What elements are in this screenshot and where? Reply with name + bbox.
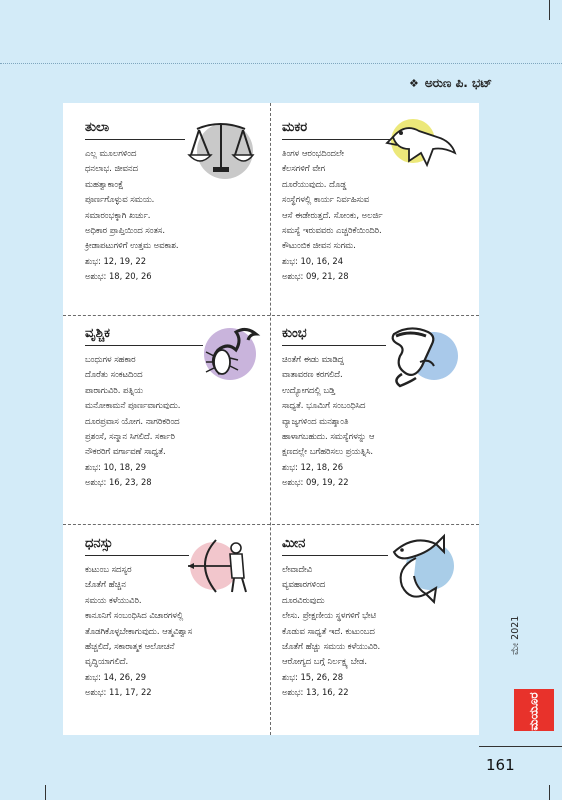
sign-makara (282, 120, 392, 146)
title-rule (282, 139, 390, 140)
sign-title: ಮೀನ (282, 536, 306, 551)
row-divider (63, 315, 479, 316)
sign-body: ಕುಟುಂಬ ಸದಸ್ಯರ ಜೊತೆಗೆ ಹೆಚ್ಚಿನ ಸಮಯ ಕಳೆಯುವಿರಿ. ಕಾನೂನಿಗೆ ಸಂಬಂಧಿಸಿದ ವಿಚಾರಗಳಲ್ಲಿ ತೊಡಗಿಕೊಳ್ಳಬೇಕಾಗುವುದು. ಆತ್ಮವಿಶ್ವಾಸ ಹೆಚ್ಚಲಿದೆ, ಸಕಾರಾತ್ಮಕ ಆಲೋಚನೆ ವೃದ್ಧಿಯಾಗಲಿದೆ. ಶುಭ: 14, 26, 29 ಅಶುಭ: 11, 17, 22 (85, 564, 193, 698)
sign-meena (282, 536, 390, 562)
magazine-logo-text: ಮಯೂರ (526, 692, 541, 731)
sign-title: ಮಕರ (282, 120, 308, 135)
crop-mark (45, 785, 46, 800)
title-rule (85, 139, 185, 140)
sign-kumbha (282, 326, 388, 352)
sign-text (85, 562, 270, 701)
sign-title: ಕುಂಭ (282, 326, 307, 341)
sign-title: ಧನಸ್ಸು (85, 536, 113, 551)
title-rule (85, 345, 203, 346)
sign-text (282, 562, 476, 701)
sign-body: ಬಂಧುಗಳ ಸಹಕಾರ ದೊರೆತು ಸಂಕಟದಿಂದ ಪಾರಾಗುವಿರಿ. ಪತ್ನಿಯ ಮನೋಕಾಮನೆ ಪೂರ್ಣವಾಗುವುದು. ದೂರಪ್ರವಾಸ ಯೋಗ. ನಾಗರಿಕರಿಂದ ಪ್ರಶಂಸೆ, ಸನ್ಮಾನ ಸಿಗಲಿದೆ. ಸರ್ಕಾರಿ ನೌಕರರಿಗೆ ವರ್ಗಾವಣೆ ಸಾಧ್ಯತೆ. ಶುಭ: 10, 18, 29 ಅಶುಭ: 16, 23, 28 (85, 354, 181, 488)
sign-body: ಚಿಂತೆಗೆ ಈಡು ಮಾಡಿದ್ದ ವಾತಾವರಣ ಕರಗಲಿದೆ. ಉದ್ಯೋಗದಲ್ಲಿ ಬಡ್ತಿ ಸಾಧ್ಯತೆ. ಭೂಮಿಗೆ ಸಂಬಂಧಿಸಿದ ವ್ಯಾಜ್ಯಗಳಿಂದ ಮನಶ್ಶಾಂತಿ ಹಾಳಾಗಬಹುದು. ಸಮಸ್ಯೆಗಳನ್ನು ಆ ಕ್ಷಣದಲ್ಲೇ ಬಗೆಹರಿಸಲು ಪ್ರಯತ್ನಿಸಿ. ಶುಭ: 12, 18, 26 ಅಶುಭ: 09, 19, 22 (282, 354, 375, 488)
page-rule (479, 746, 562, 747)
sign-tula (85, 120, 185, 146)
author-byline: ❖ ಅರುಣ ಪಿ. ಭಟ್ (408, 76, 492, 90)
title-rule (282, 345, 386, 346)
issue-date: ಮೇ 2021 (510, 615, 521, 655)
page-number: 161 (486, 756, 515, 774)
sign-body: ಲೇವಾದೇವಿ ವ್ಯವಹಾರಗಳಿಂದ ದೂರವಿರುವುದು ಲೇಸು. ಪ್ರೇಕ್ಷಣೀಯ ಸ್ಥಳಗಳಿಗೆ ಭೇಟಿ ಕೊಡುವ ಸಾಧ್ಯತೆ ಇದೆ. ಕುಟುಂಬದ ಜೊತೆಗೆ ಹೆಚ್ಚು ಸಮಯ ಕಳೆಯುವಿರಿ. ಆರೋಗ್ಯದ ಬಗ್ಗೆ ನಿರ್ಲಕ್ಷ್ಯ ಬೇಡ. ಶುಭ: 15, 26, 28 ಅಶುಭ: 13, 16, 22 (282, 564, 381, 698)
title-rule (282, 555, 388, 556)
sign-vrishchika (85, 326, 203, 352)
sign-body: ಎಲ್ಲ ಮೂಲಗಳಿಂದ ಧನಲಾಭ. ಜೀವನದ ಮಹತ್ವಾಕಾಂಕ್ಷೆ ಪೂರ್ಣಗೊಳ್ಳುವ ಸಮಯ. ಸಮಾರಂಭಕ್ಕಾಗಿ ಖರ್ಚು. ಅಧಿಕಾರ ಪ್ರಾಪ್ತಿಯಿಂದ ಸಂತಸ. ಕ್ರೀಡಾಪಟುಗಳಿಗೆ ಉತ್ತಮ ಅವಕಾಶ. ಶುಭ: 12, 19, 22 ಅಶುಭ: 18, 20, 26 (85, 148, 179, 282)
row-divider (63, 524, 479, 525)
crop-mark (549, 785, 550, 800)
sign-text (282, 352, 476, 491)
sign-text (282, 146, 472, 285)
sign-title: ವೃಶ್ಚಿಕ (85, 326, 110, 341)
title-rule (85, 555, 189, 556)
sign-body: ತಿಂಗಳ ಆರಂಭದಿಂದಲೇ ಕೆಲಸಗಳಿಗೆ ವೇಗ ದೂರೆಯುವುದು. ದೊಡ್ಡ ಸಂಸ್ಥೆಗಳಲ್ಲಿ ಕಾರ್ಯ ನಿರ್ವಹಿಸುವ ಆಸೆ ಈಡೇರುತ್ತದೆ. ಸೋಂಕು, ಅಲರ್ಜಿ ಸಮಸ್ಯೆ ಇರುವವರು ಎಚ್ಚರಿಕೆಯಿಂದಿರಿ. ಕೌಟುಂಬಿಕ ಜೀವನ ಸುಗಮ. ಶುಭ: 10, 16, 24 ಅಶುಭ: 09, 21, 28 (282, 148, 383, 282)
crop-mark (549, 0, 550, 20)
sign-dhanus (85, 536, 189, 562)
column-divider (270, 103, 271, 735)
sign-title: ತುಲಾ (85, 120, 110, 135)
top-dotted-rule (0, 63, 562, 64)
sign-text (85, 146, 265, 285)
diamond-bullet-icon: ❖ (408, 77, 419, 90)
sign-text (85, 352, 270, 491)
